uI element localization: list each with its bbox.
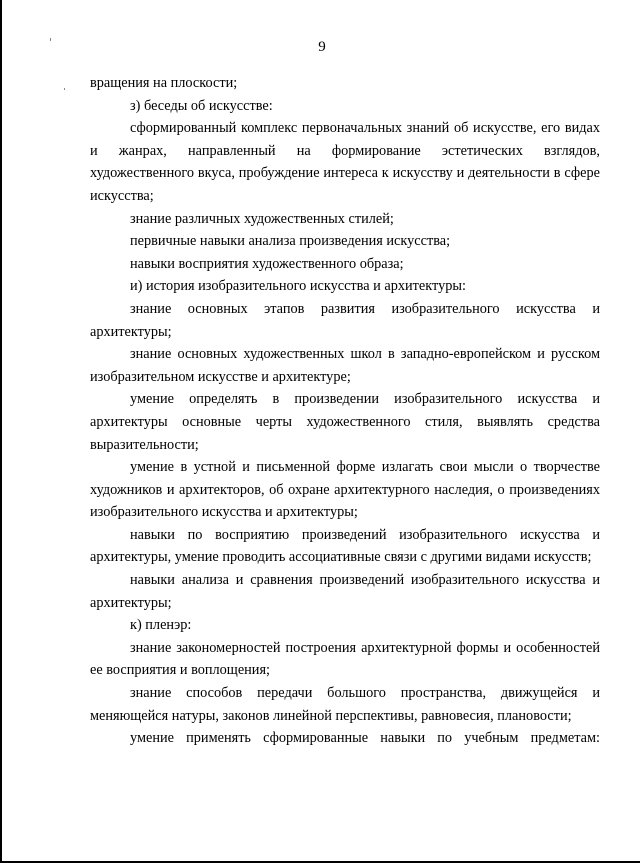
section-heading-i: и) история изобразительного искусства и архитектуры:: [130, 278, 466, 295]
paragraph: знание основных художественных школ в западно-европейском и русском изобразительном искусстве и архитектуре;: [90, 346, 600, 385]
paragraph: навыки по восприятию произведений изобразительного искусства и архитектуры, умение проводить ассоциативные связи с другими видами искусств;: [90, 526, 600, 566]
section-heading-z: з) беседы об искусстве:: [130, 97, 273, 114]
paragraph: навыки анализа и сравнения произведений изобразительного искусства и архитектуры;: [90, 572, 600, 611]
page-number: 9: [318, 39, 326, 55]
paragraph: знание способов передачи большого пространства, движущейся и меняющейся натуры, законов линейной перспективы, равновесия, плановости;: [90, 685, 600, 724]
paragraph: знание основных этапов развития изобразительного искусства и архитектуры;: [90, 300, 600, 340]
paragraph: умение в устной и письменной форме излагать свои мысли о творчестве художников и архитекторов, об охране архитектурного наследия, о произведениях изобразительного искусства и архитектуры;: [90, 459, 600, 521]
section-heading-k: к) пленэр:: [130, 617, 192, 634]
paragraph: знание различных художественных стилей;: [130, 210, 394, 227]
paragraph: вращения на плоскости;: [90, 75, 238, 91]
paragraph: первичные навыки анализа произведения искусства;: [130, 233, 451, 250]
paragraph: сформированный комплекс первоначальных знаний об искусстве, его видах и жанрах, направленный на формирование эстетических взглядов, художественного вкуса, пробуждение интереса к искусству и деятельности в сфере искусства;: [90, 120, 600, 204]
paragraph: умение определять в произведении изобразительного искусства и архитектуры основные черты художественного стиля, выявлять средства выразительности;: [90, 391, 600, 453]
paragraph: знание закономерностей построения архитектурной формы и особенностей ее восприятия и воплощения;: [90, 639, 600, 679]
document-body: [90, 72, 600, 750]
paragraph: навыки восприятия художественного образа;: [130, 255, 404, 272]
scan-speck: [64, 88, 65, 90]
paragraph: умение применять сформированные навыки по учебным предметам:: [130, 730, 600, 747]
